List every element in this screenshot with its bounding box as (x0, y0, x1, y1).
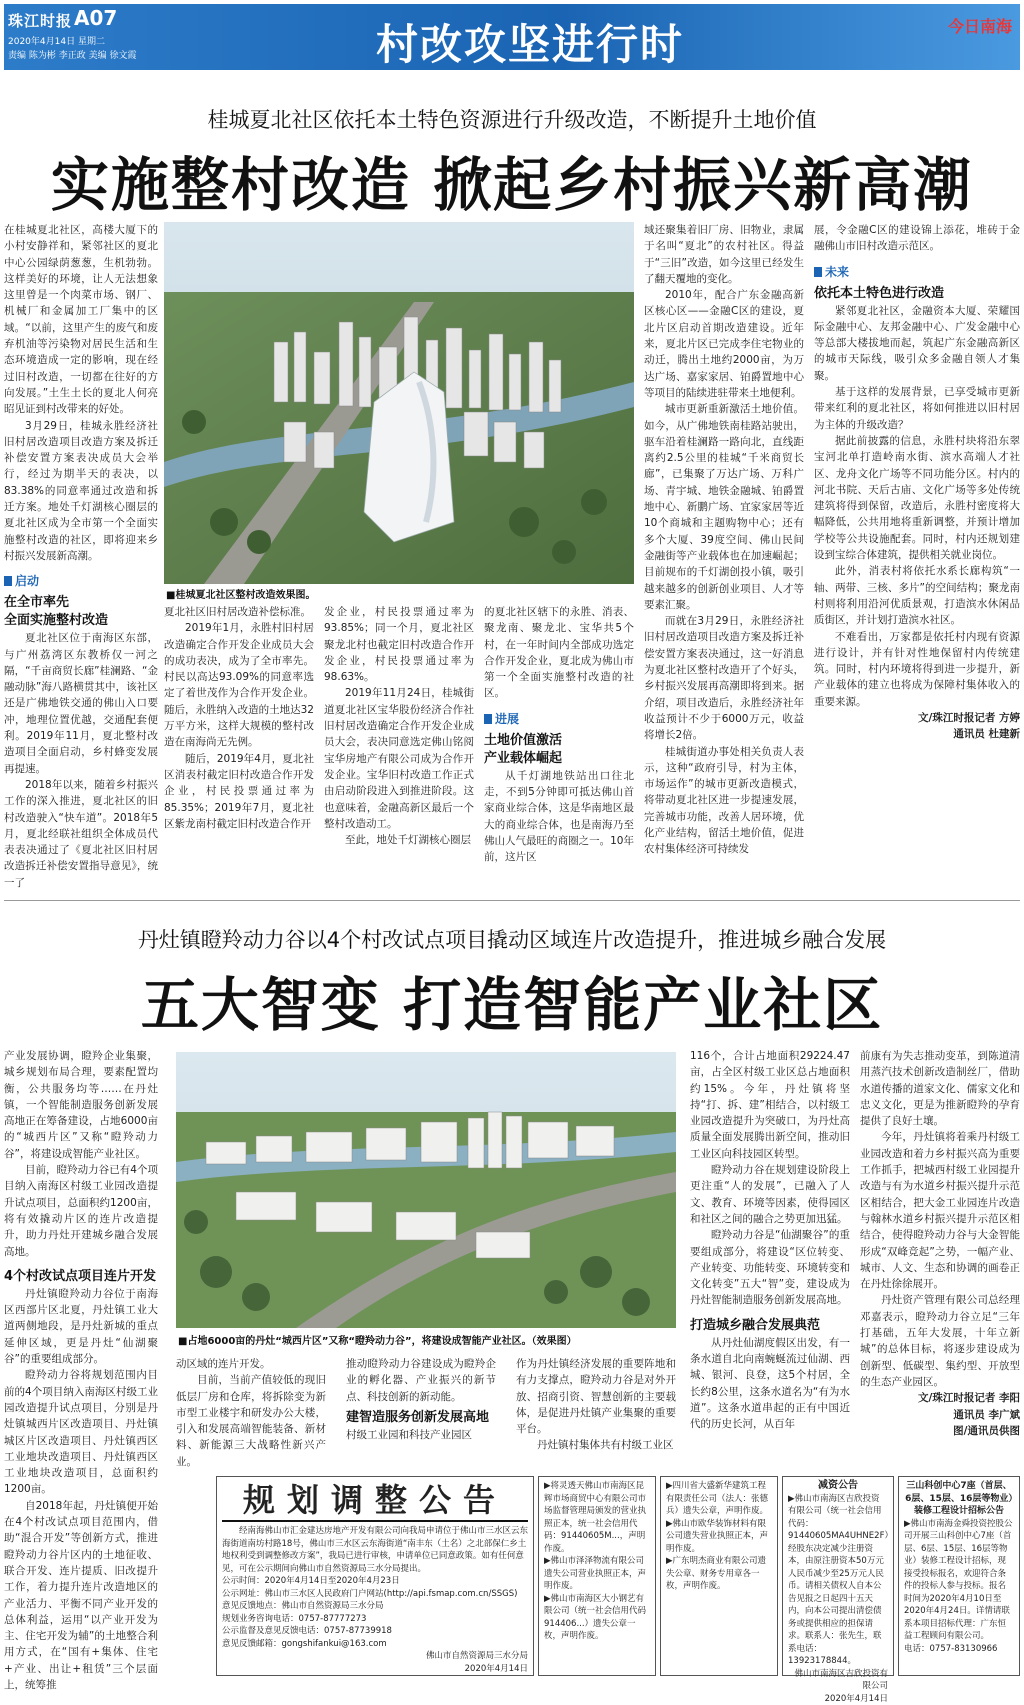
ad-notice: ▶佛山市欧华装饰材料有限公司遗失营业执照正本，声明作废。 (666, 1518, 772, 1556)
ad-line: 意见反馈地点：佛山市自然资源局三水分局 (222, 1600, 528, 1613)
paragraph: 2019年11月24日，桂城街道夏北社区宝华股份经济合作社旧村居改造确定合作开发企业成员大会，表决同意选定佛山铭阅宝华房地产有限公司成为合作开发企业。宝华旧村改造工作正式由启动阶段进入到推进阶段。这也意味着，金融高新区最后一个整村改造动工。 (324, 685, 474, 832)
story1-headline: 实施整村改造 掀起乡村振兴新高潮 (40, 138, 984, 222)
section-title: 村改攻坚进行时 (376, 12, 684, 72)
byline: 通讯员 杜建新 (814, 726, 1020, 742)
story2-column-2 (176, 1356, 326, 1466)
section-divider (4, 900, 1020, 901)
ad-line: 公示时间：2020年4月14日至2020年4月23日 (222, 1575, 528, 1588)
ad-date: 2020年4月14日 (788, 1693, 888, 1705)
ad-line: 规划业务咨询电话：0757-87777273 (222, 1613, 528, 1626)
ad-capital-reduction (782, 1476, 894, 1676)
paragraph: 而就在3月29日，永胜经济社旧村居改造项目改造方案及拆迁补偿安置方案表决通过，这一好消息为夏北社区整村改造开了个好头，乡村振兴发展再高潮即将到来。据介绍，项目改造后，永胜经济社年收益预计不少于6000万元，收益将增长2倍。 (644, 613, 804, 743)
paragraph: 发企业，村民投票通过率为93.85%；同一个月，夏北社区聚龙北村也截定旧村改造合作开发企业，村民投票通过率为98.63%。 (324, 604, 474, 685)
ad-lost-notices-1 (538, 1476, 656, 1676)
ad-body: ▶佛山市南海金舜投资控股公司开展三山科创中心7座（首层、6层、15层、16层等物业）装修工程设计招标，现接受投标报名，欢迎符合条件的投标人参与投标。报名时间为2020年4月10日至2020年4月24日。详情请联系本项目招标代理：广东恒益工程顾问有限公司。 (904, 1518, 1014, 1643)
ad-notice: ▶广东明杰商业有限公司遗失公章、财务专用章各一枚，声明作废。 (666, 1555, 772, 1593)
paragraph: 从丹灶仙湖度假区出发，有一条水道自北向南蜿蜒流过仙湖、西城、银河、良登，这5个村居，全长约8公里，这条水道名为“有为水道”。这条水道串起的正有中国近代的历史长河，从百年 (690, 1335, 850, 1433)
subhead-tag: 进展 (484, 710, 634, 728)
ad-notice: ▶四川省大盛新华建筑工程有限责任公司（法人：张德兵）遗失公章，声明作废。 (666, 1480, 772, 1518)
brand-label: 今日南海 (948, 14, 1012, 37)
industrial-park-rendering (176, 1052, 676, 1328)
paragraph: 随后，2019年4月，夏北社区消表村截定旧村改造合作开发企业，村民投票通过率为85.35%；2019年7月，夏北社区紫龙南村截定旧村改造合作开 (164, 751, 314, 832)
paragraph: 瞪羚动力谷在规划建设阶段上更注重“人的发展”，已融入了人文、教育、环境等因素，使得园区和社区之间的融合之势更加迅猛。 (690, 1162, 850, 1227)
subhead: 4个村改试点项目连片开发 (4, 1268, 158, 1286)
story2-column-5 (690, 1048, 850, 1466)
paragraph: 动区域的连片开发。 (176, 1356, 326, 1372)
paragraph: 作为丹灶镇经济发展的重要阵地和有力支撑点，瞪羚动力谷是对外开放、招商引资、智慧创新的主要载体，是促进丹灶镇产业集聚的重要平台。 (516, 1356, 676, 1437)
subhead-tag: 未来 (814, 263, 1020, 281)
subhead: 全面实施整村改造 (4, 612, 158, 630)
paragraph: 从千灯湖地铁站出口往北走，不到5分钟即可抵达佛山首家商业综合体，这是华南地区最大的商业综合体，也是南海乃至佛山人气最旺的商圈之一。10年前，这片区 (484, 768, 634, 866)
paragraph: 自2018年起，丹灶镇便开始在4个村改试点项目范围内，借助“混合开发”等创新方式，推进瞪羚动力谷片区内的土地征收、联合开发、连片提质、旧改提升工作，着力提升连片改造地区的产业活力、平衡不同产业开发的总体利益，运用“以产业开发为主、住宅开发为辅”的土地整合利用方式，在“国有+集体、住宅+产业、出让+租赁”三个层面上，统筹推 (4, 1498, 158, 1694)
paragraph: 紧邻夏北社区，金融资本大厦、荣耀国际金融中心、友邦金融中心、广发金融中心等总部大楼拔地而起，筑起广东金融高新区的城市天际线，吸引众多金融自领人才集聚。 (814, 303, 1020, 384)
byline: 文/珠江时报记者 方婷 (814, 710, 1020, 726)
paragraph: 丹灶镇瞪羚动力谷位于南海区西部片区北夏，丹灶镇工业大道两侧地段，是丹灶新城的重点延伸区域，更是丹灶“仙湖聚谷”的重要组成部分。 (4, 1286, 158, 1367)
ad-lost-notices-2 (660, 1476, 778, 1676)
story1-photo-caption: ■桂城夏北社区整村改造效果图。 (166, 586, 632, 601)
story2-kicker: 丹灶镇瞪羚动力谷以4个村改试点项目撬动区域连片改造提升，推进城乡融合发展 (40, 924, 984, 954)
paragraph: 丹灶资产管理有限公司总经理邓嘉表示，瞪羚动力谷立足“三年打基础，五年大发展，十年立新城”的总体目标，将逐步建设成为创新型、低碳型、集约型、开放型的生态产业园区。 (860, 1292, 1020, 1390)
ad-notice: ▶佛山市泽泽物流有限公司遗失公司营业执照正本，声明作废。 (544, 1555, 650, 1593)
story1-column-6 (814, 222, 1020, 782)
paragraph: 3月29日，桂城永胜经济社旧村居改造项目改造方案及拆迁补偿安置方案表决成员大会举行，经过为期半天的表决，以83.38%的同意率通过改造和拆迁方案。地处千灯湖核心圈层的夏北社区成为全市第一个全面实施整村改造的社区，即将迎来乡村振兴发展新高潮。 (4, 418, 158, 565)
paragraph: 基于这样的发展背景，已享受城市更新带来红利的夏北社区，将如何推进以旧村居为主体的升级改造？ (814, 384, 1020, 433)
byline: 文/珠江时报记者 李阳 (860, 1390, 1020, 1406)
caption-text: 桂城夏北社区整村改造效果图。 (175, 590, 315, 601)
paragraph: 今年，丹灶镇将着乘丹村级工业园改造和着力乡村振兴高为重要工作抓手，把城西村级工业园提升改造与有为水道乡村振兴提升示范区相结合，把大金工业园连片改造与翰林水道乡村振兴提升示范区相结合，使得瞪羚动力谷与大金智能形成“双峰竞起”之势，一幅产业、城市、人文、生态和协调的画卷正在丹灶徐徐展开。 (860, 1129, 1020, 1292)
story1-photo (164, 222, 634, 584)
ad-date: 2020年4月14日 (222, 1663, 528, 1676)
subhead: 打造城乡融合发展典范 (690, 1317, 850, 1335)
subhead-tag: 启动 (4, 572, 158, 590)
subhead: 建智造服务创新发展高地 (346, 1409, 496, 1427)
ad-body: ▶佛山市南海区吉欣投资有限公司（统一社会信用代码：91440605MA4UHNE2F）经股东决定减少注册资本，由原注册资本50万元人民币减少至25万元人民币。请相关债权人自本公告见报之日起四十五天内，向本公司提出清偿债务或提供相应的担保请求。联系人：张先生，联系电话：13923178844。 (788, 1493, 888, 1668)
paragraph: 域还聚集着旧厂房、旧物业，隶属于名叫“夏北”的农村社区。得益于“三旧”改造，如今这里已经发生了翻天覆地的变化。 (644, 222, 804, 287)
ad-notice: ▶将灵透天佛山市南海区昆辉市场商贸中心有限公司市场监督管理局颁发的营业执照正本，统一社会信用代码：91440605M...，声明作废。 (544, 1480, 650, 1555)
paragraph: 产业发展协调，瞪羚企业集聚，城乡规划布局合理，要素配置均衡，公共服务均等……在丹灶镇，一个智能制造服务创新发展高地正在筹备建设，占地6000亩的“城西片区”又称“瞪羚动力谷”，将建设成智能产业社区。 (4, 1048, 158, 1162)
paragraph: 此外，消表村将依托水系长廊构筑“一轴、两带、三核、多片”的空间结构；聚龙南村则将利用沿河优质景观，打造滨水休闲品质街区，并计划打造滨水社区。 (814, 563, 1020, 628)
paragraph: 展，令金融C区的建设锦上添花，堆砖于金融佛山市旧村改造示范区。 (814, 222, 1020, 255)
subhead: 土地价值激活 (484, 732, 634, 750)
paragraph: 据此前披露的信息，永胜村块将沿东翠宝河北单打造岭南水街、滨水高端人才社区、龙舟文化广场等不同功能分区。村内的河北书院、天后古庙、文化广场等多处传统建筑将得到保留，改造后，永胜村密度将大幅降低，公共用地将重新调整，并预计增加学校等公共设施配套。同时，村内还规划建设到宝综合体建筑，提供相关就业岗位。 (814, 433, 1020, 563)
story2-column-1 (4, 1048, 158, 1676)
paragraph: 目前，瞪羚动力谷已有4个项目纳入南海区村级工业园改造提升试点项目，总面积约1200亩，将有效撬动片区的连片改造提升，助力丹灶开建城乡融合发展高地。 (4, 1162, 158, 1260)
paragraph: 城市更新重新激活土地价值。如今，从广佛地铁南桂路站驶出，驱车沿着桂澜路一路向北，直线距离约2.5公里的桂城“千米商贸长廊”，已集聚了万达广场、万科广场、青宇城、地铁金融城、铂爵置地中心、新鹏广场、宜家家居等近10个商城和主题购物中心；还有多个大厦、39度空间、佛山民间金融街等产业载体也在加速崛起；目前规布的千灯湖创投小镇，吸引越来越多的创新创业项目、人才等要素汇聚。 (644, 401, 804, 613)
paragraph: 夏北社区旧村居改造补偿标准。 (164, 604, 314, 620)
story2-photo-caption: ■占地6000亩的丹灶“城西片区”又称“瞪羚动力谷”，将建设成智能产业社区。（效果图） (178, 1332, 678, 1347)
subhead: 在全市率先 (4, 594, 158, 612)
paragraph: 116个，合计占地面积29224.47亩，占全区村级工业区总占地面积约15%。今年，丹灶镇将坚持“打、拆、建”相结合，以村级工业园改造提升为突破口，为丹灶高质量全面发展腾出新空间，推动旧工业区向科技园区转型。 (690, 1048, 850, 1162)
ad-tender-notice (898, 1476, 1020, 1676)
story1-kicker: 桂城夏北社区依托本土特色资源进行升级改造，不断提升土地价值 (40, 104, 984, 134)
story2-headline: 五大智变 打造智能产业社区 (40, 958, 984, 1042)
aerial-city-rendering (164, 222, 634, 584)
paragraph: 至此，地处千灯湖核心圈层 (324, 832, 474, 848)
paragraph: 在桂城夏北社区，高楼大厦下的小村安静祥和，紧邻社区的夏北中心公园绿荫葱葱，生机勃勃。这样美好的环境，让人无法想象这里曾是一个肉菜市场、钢厂、机械厂和金属加工厂集中的区域。“以前，这里产生的废气和废弃机油等污染物对居民生活和生态环境造成一定的影响，现在经过旧村改造，一切都在往好的方向发展。”土生土长的夏北人何亮昭见证到村改带来的好处。 (4, 222, 158, 418)
story2-column-6 (860, 1048, 1020, 1466)
story1-column-4 (484, 604, 634, 782)
story2-column-3 (346, 1356, 496, 1466)
paragraph: 桂城街道办事处相关负责人表示，这种“政府引导，村为主体，市场运作”的城市更新改造模式，将带动夏北社区进一步提速发展，完善城市功能，改善人居环境，优化产业结构，留活土地价值，促进农村集体经济可持续发 (644, 744, 804, 858)
story2-photo (176, 1052, 676, 1328)
page-number: A07 (74, 6, 117, 30)
paragraph: 2019年1月，永胜村旧村居改造确定合作开发企业成员大会的成功表决，成为了全市率先。村民以高达93.09%的同意率选定了着世茂作为合作开发企业。随后，永胜纳入改造的土地达32万平方米，这样大规模的整村改造在南海尚无先例。 (164, 620, 314, 750)
paragraph: 推动瞪羚动力谷建设成为瞪羚企业的孵化器、产业振兴的新节点、科技创新的新动能。 (346, 1356, 496, 1405)
ad-line: 公示监督及意见反馈电话：0757-87739918 (222, 1625, 528, 1638)
editor-credits: 责编 陈为彬 李正政 美编 徐文霞 (8, 48, 136, 61)
paragraph: 的夏北社区辖下的永胜、消表、聚龙南、聚龙北、宝华共5个村，在一年时间内全部成功选定合作开发企业，夏北成为佛山市第一个全面实施整村改造的社区。 (484, 604, 634, 702)
paragraph: 前康有为失志推动变革，到陈道清用蒸汽技术创新改造制丝厂，借助水道传播的道家文化、儒家文化和忠义文化，更是为推新瞪羚的孕育提供了良好土壤。 (860, 1048, 1020, 1129)
caption-text: 占地6000亩的丹灶“城西片区”又称“瞪羚动力谷”，将建设成智能产业社区。（效果图） (187, 1336, 576, 1347)
ad-title: 三山科创中心7座（首层、6层、15层、16层等物业）装修工程设计招标公告 (904, 1480, 1014, 1518)
ad-phone: 电话：0757-83130966 (904, 1643, 1014, 1656)
story1-column-5 (644, 222, 804, 782)
issue-date: 2020年4月14日 星期二 (8, 34, 105, 47)
ad-title: 规划调整公告 (222, 1480, 528, 1522)
paragraph: 村级工业园和科技产业园区 (346, 1427, 496, 1443)
paragraph: 目前，当前产值较低的现旧低层厂房和仓库，将拆除变为新市型工业楼宇和研发办公大楼，引入和发展高端智能装备、新材料、新能源三大战略性新兴产业。 (176, 1372, 326, 1470)
subhead: 产业载体崛起 (484, 750, 634, 768)
byline: 通讯员 李广斌 (860, 1407, 1020, 1423)
ad-title: 减资公告 (788, 1480, 888, 1493)
paragraph: 2010年，配合广东金融高新区核心区——金融C区的建设，夏北片区启动首期改造建设。近年来，夏北片区已完成李住宅物业的动迁，腾出土地约2000亩，为万达广场、嘉家家居、铂爵置地中心等项目的陆续进驻带来土地便利。 (644, 287, 804, 401)
ad-planning-notice (216, 1476, 534, 1676)
paragraph: 夏北社区位于南海区东部，与广州荔湾区东教桥仅一河之隔，“千亩商贸长廊”桂澜路、“金融动脉”海八路横贯其中，该社区还是广佛地铁交通的佛山入口要冲，地理位置优越，交通配套便利。2019年11月，夏北整村改造项目全面启动，乡村蜂变发展再提速。 (4, 630, 158, 777)
paragraph: 瞪羚动力谷将规划范围内目前的4个项目纳入南海区村级工业园改造提升试点项目，分别是丹灶镇城西片区改造项目、丹灶镇城区片区改造项目、丹灶镇西区工业地块改造项目、丹灶镇西区工业地块改造项目，总面积约1200亩。 (4, 1367, 158, 1497)
paragraph: 不难看出，万家都是依托村内现有资源进行设计，并有针对性地保留村内传统建筑。同时，村内环境将得到进一步提升，新产业载体的建立也将成为保障村集体收入的重要来源。 (814, 629, 1020, 710)
story1-column-1 (4, 222, 158, 782)
ad-line: 意见反馈邮箱：gongshifankui@163.com (222, 1638, 528, 1651)
ad-line: 公示网址：佛山市三水区人民政府门户网站(http://api.fsmap.com.cn/SSGS) (222, 1588, 528, 1601)
story1-column-2 (164, 604, 314, 782)
ad-body: 经南海佛山市汇金建达房地产开发有限公司向我局申请位于佛山市三水区云东海街道南坊村路18号，佛山市三水区云东海街道“南丰东（土名）之北部保仁乡土地权利受到调整修改方案”，我局已进行审核，申请单位已同意政策。如有任何意见，可在公示期间向佛山市自然资源局三水分局提出。 (222, 1525, 528, 1575)
page-masthead (4, 4, 1020, 70)
story1-column-3 (324, 604, 474, 782)
subhead: 依托本土特色进行改造 (814, 285, 1020, 303)
ad-sign: 佛山市自然资源局三水分局 (222, 1650, 528, 1663)
paragraph: 丹灶镇村集体共有村级工业区 (516, 1437, 676, 1453)
paragraph: 瞪羚动力谷是“仙湖聚谷”的重要组成部分，将建设“区位转变、产业转变、功能转变、环境转变和文化转变”五大“智”变，建设成为丹灶智能制造服务创新发展高地。 (690, 1227, 850, 1308)
ad-notice: ▶佛山市南海区大小钢艺有限公司（统一社会信用代码914406...）遗失公章一枚，声明作废。 (544, 1593, 650, 1643)
newspaper-logo: 珠江时报 (8, 10, 72, 31)
story2-column-4 (516, 1356, 676, 1466)
paragraph: 2018年以来，随着乡村振兴工作的深入推进，夏北社区的旧村改造驶入“快车道”。2018年5月，夏北经联社组织全体成员代表表决通过了《夏北社区旧村居改造拆迁补偿安置指导意见》，统一了 (4, 777, 158, 891)
byline: 图/通讯员供图 (860, 1423, 1020, 1439)
ad-sign: 佛山市南海区吉欣投资有限公司 (788, 1668, 888, 1693)
